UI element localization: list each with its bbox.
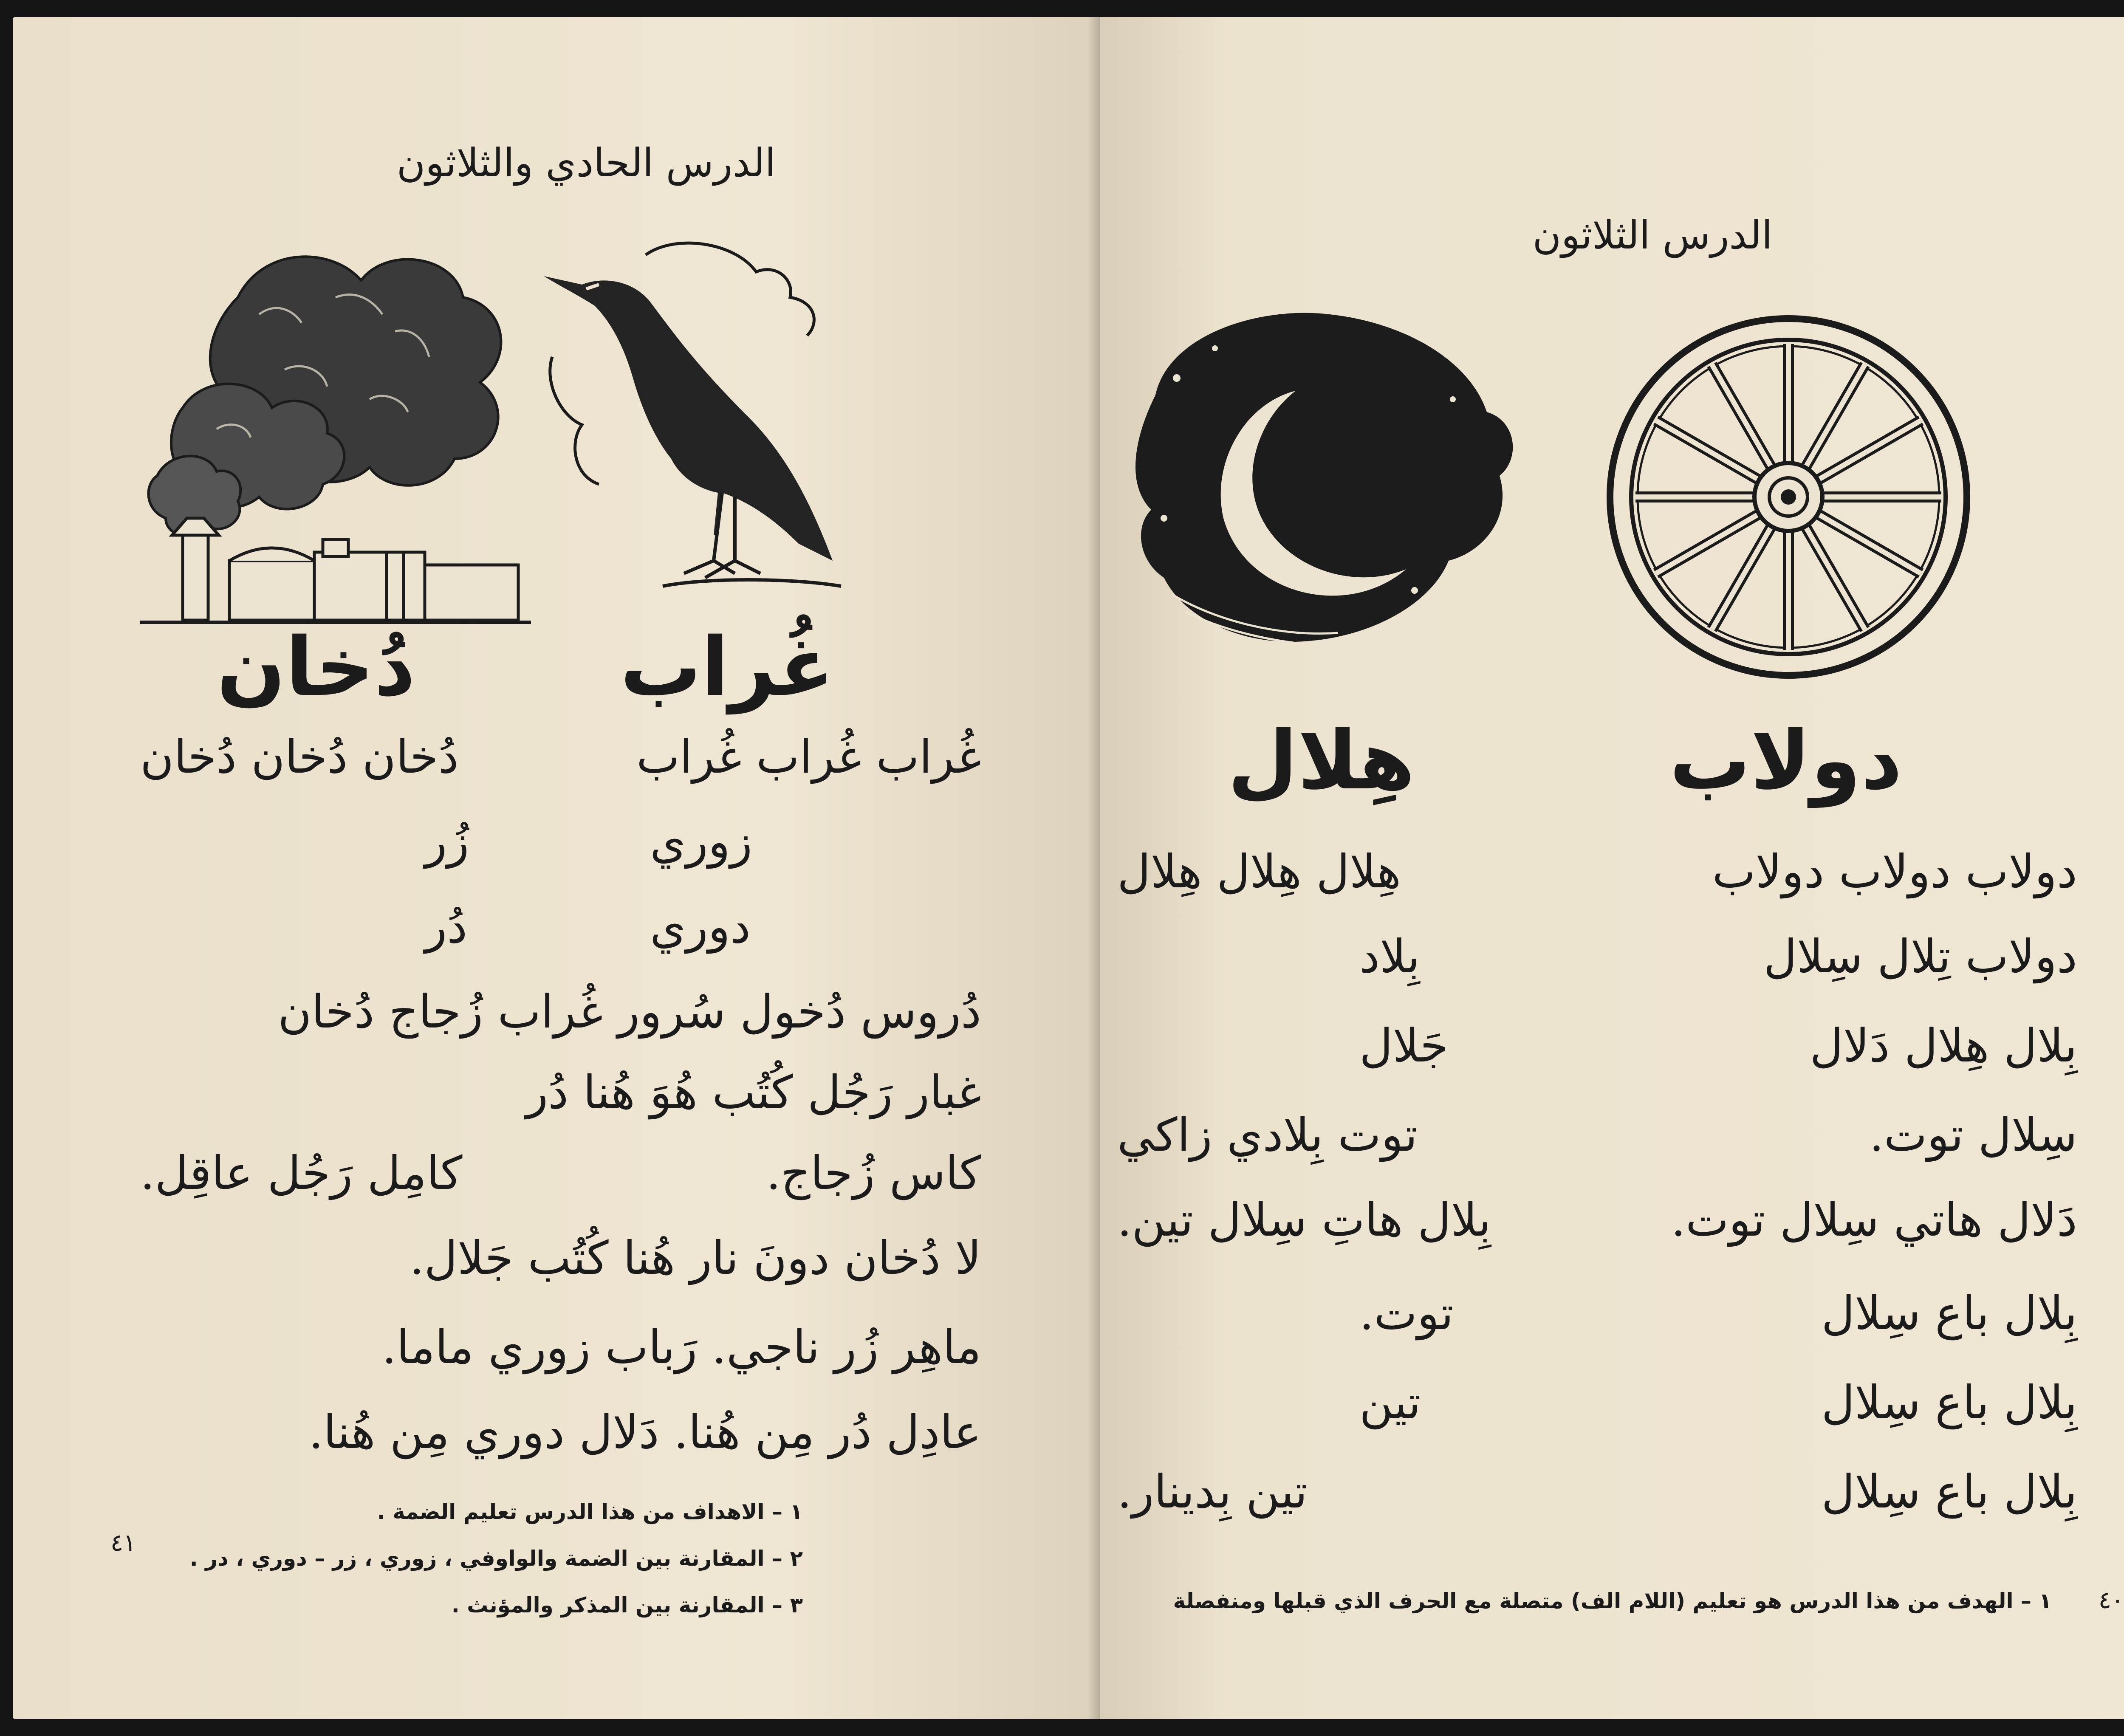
crow-illustration bbox=[535, 238, 969, 603]
reading-line: لا دُخان دونَ نار هُنا كُتُب جَلال. bbox=[410, 1232, 981, 1285]
reading-line: بِلال باع سِلال bbox=[1821, 1465, 2077, 1519]
reading-line: غبار رَجُل كُتُب هُوَ هُنا دُر bbox=[526, 1066, 981, 1119]
reading-line: هِلال هِلال هِلال bbox=[1117, 845, 1401, 898]
reading-line: دوري bbox=[650, 900, 751, 954]
word-wheel: دولاب bbox=[1669, 714, 1903, 807]
footnote: ٢ – المقارنة بين الضمة والواوفي ، زوري ، زر – دوري ، در . bbox=[189, 1546, 803, 1571]
word-crescent: هِلال bbox=[1228, 714, 1415, 807]
reading-line: كاس زُجاج. bbox=[766, 1147, 981, 1200]
reading-line: دولاب تِلال سِلال bbox=[1763, 930, 2077, 983]
lesson-title: الدرس الحادي والثلاثون bbox=[396, 140, 776, 186]
reading-line: عادِل دُر مِن هُنا. دَلال دوري مِن هُنا. bbox=[308, 1406, 981, 1459]
reading-line: بِلال باع سِلال bbox=[1821, 1287, 2077, 1340]
reading-line: بِلال باع سِلال bbox=[1821, 1376, 2077, 1429]
page-number: ٤١ bbox=[110, 1529, 136, 1557]
reading-line: دَلال هاتي سِلال توت. bbox=[1671, 1194, 2077, 1247]
reading-line: جَلال bbox=[1359, 1019, 1449, 1073]
word-smoke: دُخان bbox=[217, 620, 415, 714]
reading-line: كامِل رَجُل عاقِل. bbox=[140, 1147, 463, 1200]
reading-line: دولاب دولاب دولاب bbox=[1712, 845, 2077, 898]
reading-line: تين بِدينار. bbox=[1117, 1465, 1308, 1519]
reading-line: تين bbox=[1359, 1376, 1421, 1429]
reading-line: ماهِر زُر ناجي. رَباب زوري ماما. bbox=[382, 1321, 981, 1374]
reading-line: توت. bbox=[1359, 1287, 1454, 1340]
reading-line: غُراب غُراب غُراب bbox=[636, 731, 981, 784]
reading-line: بِلال هاتِ سِلال تين. bbox=[1117, 1194, 1491, 1247]
page-number: ٤٠ bbox=[2098, 1586, 2124, 1614]
reading-line: توت بِلادي زاكي bbox=[1117, 1109, 1418, 1162]
crescent-moon-illustration bbox=[1117, 297, 1525, 671]
reading-line: زوري bbox=[650, 816, 752, 869]
left-page bbox=[13, 17, 1100, 1719]
reading-line: بِلال هِلال دَلال bbox=[1810, 1019, 2077, 1073]
footnote: ١ – الهدف من هذا الدرس هو تعليم (اللام الف) متصلة مع الحرف الذي قبلها ومنفصلة bbox=[1173, 1589, 2052, 1613]
reading-line: زُر bbox=[425, 816, 469, 869]
reading-line: سِلال توت. bbox=[1869, 1109, 2077, 1162]
reading-line: دُخان دُخان دُخان bbox=[140, 731, 459, 784]
lesson-title: الدرس الثلاثون bbox=[1532, 212, 1773, 258]
right-page bbox=[1100, 17, 2124, 1719]
word-crow: غُراب bbox=[620, 620, 835, 714]
wheel-illustration bbox=[1601, 310, 1975, 684]
reading-line: بِلاد bbox=[1359, 930, 1420, 983]
footnote: ٣ – المقارنة بين المذكر والمؤنث . bbox=[451, 1593, 803, 1617]
reading-line: دُر bbox=[425, 900, 468, 954]
footnote: ١ – الاهداف من هذا الدرس تعليم الضمة . bbox=[377, 1499, 803, 1524]
smoke-factory-illustration bbox=[132, 229, 539, 629]
reading-line: دُروس دُخول سُرور غُراب زُجاج دُخان bbox=[278, 985, 981, 1039]
